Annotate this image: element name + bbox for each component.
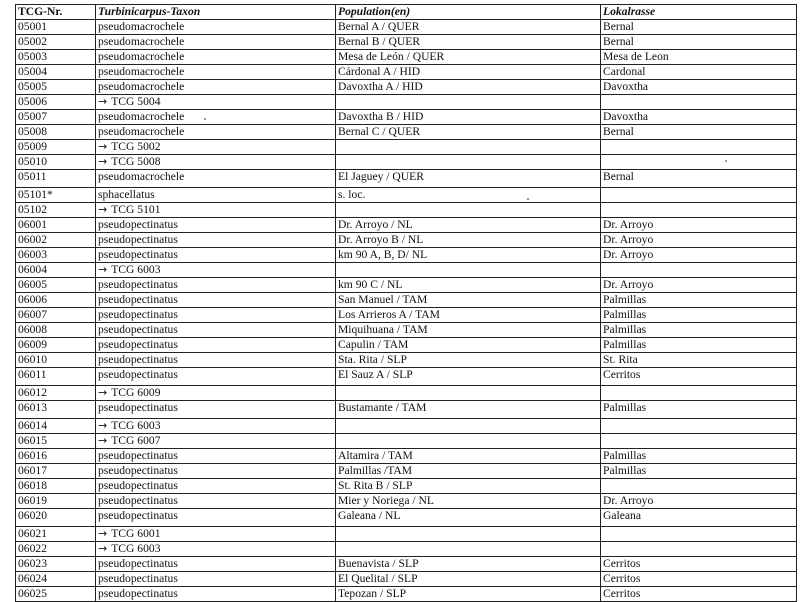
cell-lokalrasse: Palmillas bbox=[601, 308, 797, 323]
cell-lokalrasse: Palmillas bbox=[601, 449, 797, 464]
reference-text: TCG 6003 bbox=[111, 419, 161, 432]
cell-population: km 90 C / NL bbox=[336, 278, 601, 293]
table-row bbox=[16, 218, 797, 233]
cell-taxon-reference bbox=[96, 95, 336, 110]
table-row bbox=[16, 80, 797, 95]
table-row bbox=[16, 419, 797, 434]
arrow-right-icon: → bbox=[98, 434, 108, 447]
scan-speck bbox=[725, 160, 727, 162]
table-row bbox=[16, 140, 797, 155]
header-tcg-nr: TCG-Nr. bbox=[16, 5, 96, 20]
table-row bbox=[16, 401, 797, 419]
cell-tcg-nr: 05008 bbox=[16, 125, 96, 140]
cell-taxon: pseudopectinatus bbox=[96, 509, 336, 527]
cell-tcg-nr: 06011 bbox=[16, 368, 96, 386]
cell-tcg-nr: 05011 bbox=[16, 170, 96, 188]
cell-population: Mier y Noriega / NL bbox=[336, 494, 601, 509]
cell-lokalrasse bbox=[601, 434, 797, 449]
cell-tcg-nr: 06023 bbox=[16, 557, 96, 572]
table-row bbox=[16, 155, 797, 170]
cell-population bbox=[336, 155, 601, 170]
cell-taxon: pseudomacrochele bbox=[96, 80, 336, 95]
table-row bbox=[16, 203, 797, 218]
taxon-table bbox=[15, 4, 797, 602]
table-row bbox=[16, 572, 797, 587]
cell-taxon: pseudomacrochele bbox=[96, 170, 336, 188]
arrow-right-icon: → bbox=[98, 419, 108, 432]
cell-tcg-nr: 05006 bbox=[16, 95, 96, 110]
cell-lokalrasse bbox=[601, 419, 797, 434]
arrow-right-icon: → bbox=[98, 155, 108, 168]
table-row bbox=[16, 35, 797, 50]
cell-population: Bernal C / QUER bbox=[336, 125, 601, 140]
arrow-right-icon: → bbox=[98, 203, 108, 216]
table-row bbox=[16, 557, 797, 572]
cell-population: Dr. Arroyo / NL bbox=[336, 218, 601, 233]
table-row bbox=[16, 50, 797, 65]
table-row bbox=[16, 479, 797, 494]
table-row bbox=[16, 263, 797, 278]
reference-text: TCG 6007 bbox=[111, 434, 161, 447]
cell-population bbox=[336, 203, 601, 218]
cell-taxon-reference bbox=[96, 203, 336, 218]
table-row bbox=[16, 449, 797, 464]
cell-tcg-nr: 06015 bbox=[16, 434, 96, 449]
cell-population: Davoxtha A / HID bbox=[336, 80, 601, 95]
cell-taxon: sphacellatus bbox=[96, 188, 336, 203]
cell-population: Buenavista / SLP bbox=[336, 557, 601, 572]
cell-lokalrasse: Dr. Arroyo bbox=[601, 233, 797, 248]
cell-lokalrasse bbox=[601, 542, 797, 557]
table-row bbox=[16, 368, 797, 386]
cell-population: Miquihuana / TAM bbox=[336, 323, 601, 338]
cell-lokalrasse bbox=[601, 155, 797, 170]
cell-tcg-nr: 05101* bbox=[16, 188, 96, 203]
cell-taxon: pseudopectinatus bbox=[96, 449, 336, 464]
header-taxon: Turbinicarpus-Taxon bbox=[96, 5, 336, 20]
cell-lokalrasse: Palmillas bbox=[601, 464, 797, 479]
cell-taxon-reference bbox=[96, 419, 336, 434]
cell-population bbox=[336, 527, 601, 542]
cell-tcg-nr: 06013 bbox=[16, 401, 96, 419]
cell-tcg-nr: 06025 bbox=[16, 587, 96, 602]
cell-lokalrasse: Palmillas bbox=[601, 401, 797, 419]
cell-lokalrasse: Palmillas bbox=[601, 293, 797, 308]
cell-taxon: pseudopectinatus bbox=[96, 368, 336, 386]
cell-population: s. loc. bbox=[336, 188, 601, 203]
table-row bbox=[16, 434, 797, 449]
cell-population bbox=[336, 434, 601, 449]
cell-population: El Quelital / SLP bbox=[336, 572, 601, 587]
cell-tcg-nr: 06004 bbox=[16, 263, 96, 278]
cell-taxon-reference bbox=[96, 386, 336, 401]
cell-taxon: pseudopectinatus bbox=[96, 353, 336, 368]
cell-lokalrasse: Dr. Arroyo bbox=[601, 494, 797, 509]
reference-text: TCG 6003 bbox=[111, 263, 161, 276]
cell-population bbox=[336, 419, 601, 434]
cell-population: Davoxtha B / HID bbox=[336, 110, 601, 125]
cell-taxon: pseudomacrochele bbox=[96, 125, 336, 140]
cell-tcg-nr: 06021 bbox=[16, 527, 96, 542]
reference-text: TCG 5008 bbox=[111, 155, 161, 168]
table-row bbox=[16, 278, 797, 293]
cell-population bbox=[336, 542, 601, 557]
cell-taxon: pseudomacrochele bbox=[96, 65, 336, 80]
table-row bbox=[16, 65, 797, 80]
cell-lokalrasse: St. Rita bbox=[601, 353, 797, 368]
cell-taxon: pseudopectinatus bbox=[96, 587, 336, 602]
cell-tcg-nr: 05002 bbox=[16, 35, 96, 50]
table-row bbox=[16, 353, 797, 368]
cell-lokalrasse: Bernal bbox=[601, 20, 797, 35]
cell-lokalrasse: Palmillas bbox=[601, 338, 797, 353]
cell-tcg-nr: 06005 bbox=[16, 278, 96, 293]
cell-tcg-nr: 06022 bbox=[16, 542, 96, 557]
table-row bbox=[16, 293, 797, 308]
cell-population bbox=[336, 263, 601, 278]
reference-text: TCG 5101 bbox=[111, 203, 161, 216]
cell-tcg-nr: 06019 bbox=[16, 494, 96, 509]
reference-text: TCG 5004 bbox=[111, 95, 161, 108]
header-row bbox=[16, 5, 797, 20]
cell-lokalrasse: Cerritos bbox=[601, 587, 797, 602]
table-row bbox=[16, 323, 797, 338]
cell-taxon-reference bbox=[96, 155, 336, 170]
cell-lokalrasse: Cerritos bbox=[601, 368, 797, 386]
reference-text: TCG 5002 bbox=[111, 140, 161, 153]
cell-population: Cárdonal A / HID bbox=[336, 65, 601, 80]
cell-lokalrasse: Davoxtha bbox=[601, 80, 797, 95]
cell-taxon: pseudomacrochele bbox=[96, 110, 336, 125]
cell-tcg-nr: 06018 bbox=[16, 479, 96, 494]
table-row bbox=[16, 308, 797, 323]
cell-taxon: pseudopectinatus bbox=[96, 494, 336, 509]
cell-population: Bustamante / TAM bbox=[336, 401, 601, 419]
table-row bbox=[16, 20, 797, 35]
cell-population bbox=[336, 386, 601, 401]
cell-lokalrasse: Bernal bbox=[601, 170, 797, 188]
arrow-right-icon: → bbox=[98, 95, 108, 108]
cell-taxon: pseudopectinatus bbox=[96, 248, 336, 263]
table-row bbox=[16, 248, 797, 263]
cell-tcg-nr: 06012 bbox=[16, 386, 96, 401]
table-row bbox=[16, 542, 797, 557]
arrow-right-icon: → bbox=[98, 527, 108, 540]
table-row bbox=[16, 110, 797, 125]
cell-taxon: pseudopectinatus bbox=[96, 233, 336, 248]
cell-population: Bernal A / QUER bbox=[336, 20, 601, 35]
cell-tcg-nr: 06001 bbox=[16, 218, 96, 233]
cell-tcg-nr: 05102 bbox=[16, 203, 96, 218]
cell-lokalrasse: Bernal bbox=[601, 125, 797, 140]
cell-taxon-reference bbox=[96, 140, 336, 155]
table-header bbox=[16, 5, 797, 20]
cell-taxon: pseudopectinatus bbox=[96, 278, 336, 293]
cell-population bbox=[336, 95, 601, 110]
cell-population: Tepozan / SLP bbox=[336, 587, 601, 602]
arrow-right-icon: → bbox=[98, 140, 108, 153]
cell-lokalrasse: Dr. Arroyo bbox=[601, 278, 797, 293]
table-row bbox=[16, 338, 797, 353]
table-row bbox=[16, 95, 797, 110]
cell-tcg-nr: 06009 bbox=[16, 338, 96, 353]
cell-taxon: pseudopectinatus bbox=[96, 464, 336, 479]
arrow-right-icon: → bbox=[98, 386, 108, 399]
cell-taxon-reference bbox=[96, 263, 336, 278]
table-row bbox=[16, 509, 797, 527]
arrow-right-icon: → bbox=[98, 263, 108, 276]
cell-tcg-nr: 06008 bbox=[16, 323, 96, 338]
cell-lokalrasse: Dr. Arroyo bbox=[601, 248, 797, 263]
table-row bbox=[16, 170, 797, 188]
scan-speck bbox=[527, 198, 529, 200]
cell-tcg-nr: 05007 bbox=[16, 110, 96, 125]
cell-tcg-nr: 06010 bbox=[16, 353, 96, 368]
cell-population: El Jaguey / QUER bbox=[336, 170, 601, 188]
cell-population: El Sauz A / SLP bbox=[336, 368, 601, 386]
cell-taxon: pseudopectinatus bbox=[96, 323, 336, 338]
cell-tcg-nr: 06017 bbox=[16, 464, 96, 479]
cell-lokalrasse bbox=[601, 140, 797, 155]
cell-population: Dr. Arroyo B / NL bbox=[336, 233, 601, 248]
cell-taxon: pseudomacrochele bbox=[96, 35, 336, 50]
cell-tcg-nr: 05004 bbox=[16, 65, 96, 80]
cell-lokalrasse: Galeana bbox=[601, 509, 797, 527]
header-population: Population(en) bbox=[336, 5, 601, 20]
cell-lokalrasse: Davoxtha bbox=[601, 110, 797, 125]
cell-taxon: pseudopectinatus bbox=[96, 308, 336, 323]
cell-population: Sta. Rita / SLP bbox=[336, 353, 601, 368]
table-body bbox=[16, 20, 797, 602]
cell-tcg-nr: 05001 bbox=[16, 20, 96, 35]
cell-population bbox=[336, 140, 601, 155]
cell-lokalrasse bbox=[601, 263, 797, 278]
cell-tcg-nr: 06014 bbox=[16, 419, 96, 434]
cell-taxon: pseudomacrochele bbox=[96, 20, 336, 35]
cell-taxon: pseudopectinatus bbox=[96, 572, 336, 587]
arrow-right-icon: → bbox=[98, 542, 108, 555]
reference-text: TCG 6009 bbox=[111, 386, 161, 399]
cell-taxon-reference bbox=[96, 527, 336, 542]
cell-tcg-nr: 05003 bbox=[16, 50, 96, 65]
cell-population: Galeana / NL bbox=[336, 509, 601, 527]
cell-population: San Manuel / TAM bbox=[336, 293, 601, 308]
cell-lokalrasse: Cerritos bbox=[601, 557, 797, 572]
table-row bbox=[16, 494, 797, 509]
cell-population: Altamira / TAM bbox=[336, 449, 601, 464]
cell-taxon: pseudopectinatus bbox=[96, 401, 336, 419]
scan-speck bbox=[204, 118, 206, 120]
cell-taxon: pseudopectinatus bbox=[96, 293, 336, 308]
cell-tcg-nr: 06006 bbox=[16, 293, 96, 308]
cell-lokalrasse bbox=[601, 188, 797, 203]
cell-population: Palmillas /TAM bbox=[336, 464, 601, 479]
cell-lokalrasse bbox=[601, 203, 797, 218]
reference-text: TCG 6001 bbox=[111, 527, 161, 540]
cell-tcg-nr: 06007 bbox=[16, 308, 96, 323]
cell-lokalrasse: Bernal bbox=[601, 35, 797, 50]
cell-taxon: pseudopectinatus bbox=[96, 557, 336, 572]
table-row bbox=[16, 188, 797, 203]
cell-lokalrasse bbox=[601, 527, 797, 542]
header-lokalrasse: Lokalrasse bbox=[601, 5, 797, 20]
table-row bbox=[16, 386, 797, 401]
cell-tcg-nr: 05009 bbox=[16, 140, 96, 155]
cell-tcg-nr: 06020 bbox=[16, 509, 96, 527]
cell-tcg-nr: 05005 bbox=[16, 80, 96, 95]
cell-taxon: pseudopectinatus bbox=[96, 479, 336, 494]
cell-lokalrasse: Mesa de Leon bbox=[601, 50, 797, 65]
cell-tcg-nr: 06016 bbox=[16, 449, 96, 464]
table-row bbox=[16, 464, 797, 479]
cell-taxon-reference bbox=[96, 434, 336, 449]
cell-taxon: pseudopectinatus bbox=[96, 218, 336, 233]
cell-lokalrasse: Cardonal bbox=[601, 65, 797, 80]
cell-lokalrasse: Cerritos bbox=[601, 572, 797, 587]
cell-taxon-reference bbox=[96, 542, 336, 557]
cell-population: Mesa de León / QUER bbox=[336, 50, 601, 65]
cell-population: km 90 A, B, D/ NL bbox=[336, 248, 601, 263]
cell-lokalrasse bbox=[601, 479, 797, 494]
cell-tcg-nr: 06024 bbox=[16, 572, 96, 587]
table-row bbox=[16, 587, 797, 602]
cell-taxon: pseudomacrochele bbox=[96, 50, 336, 65]
cell-lokalrasse bbox=[601, 95, 797, 110]
cell-tcg-nr: 05010 bbox=[16, 155, 96, 170]
reference-text: TCG 6003 bbox=[111, 542, 161, 555]
cell-lokalrasse: Dr. Arroyo bbox=[601, 218, 797, 233]
cell-taxon: pseudopectinatus bbox=[96, 338, 336, 353]
table-row bbox=[16, 125, 797, 140]
cell-population: St. Rita B / SLP bbox=[336, 479, 601, 494]
cell-lokalrasse: Palmillas bbox=[601, 323, 797, 338]
cell-tcg-nr: 06002 bbox=[16, 233, 96, 248]
cell-tcg-nr: 06003 bbox=[16, 248, 96, 263]
cell-population: Bernal B / QUER bbox=[336, 35, 601, 50]
table-row bbox=[16, 233, 797, 248]
cell-population: Capulin / TAM bbox=[336, 338, 601, 353]
cell-lokalrasse bbox=[601, 386, 797, 401]
table-row bbox=[16, 527, 797, 542]
cell-population: Los Arrieros A / TAM bbox=[336, 308, 601, 323]
